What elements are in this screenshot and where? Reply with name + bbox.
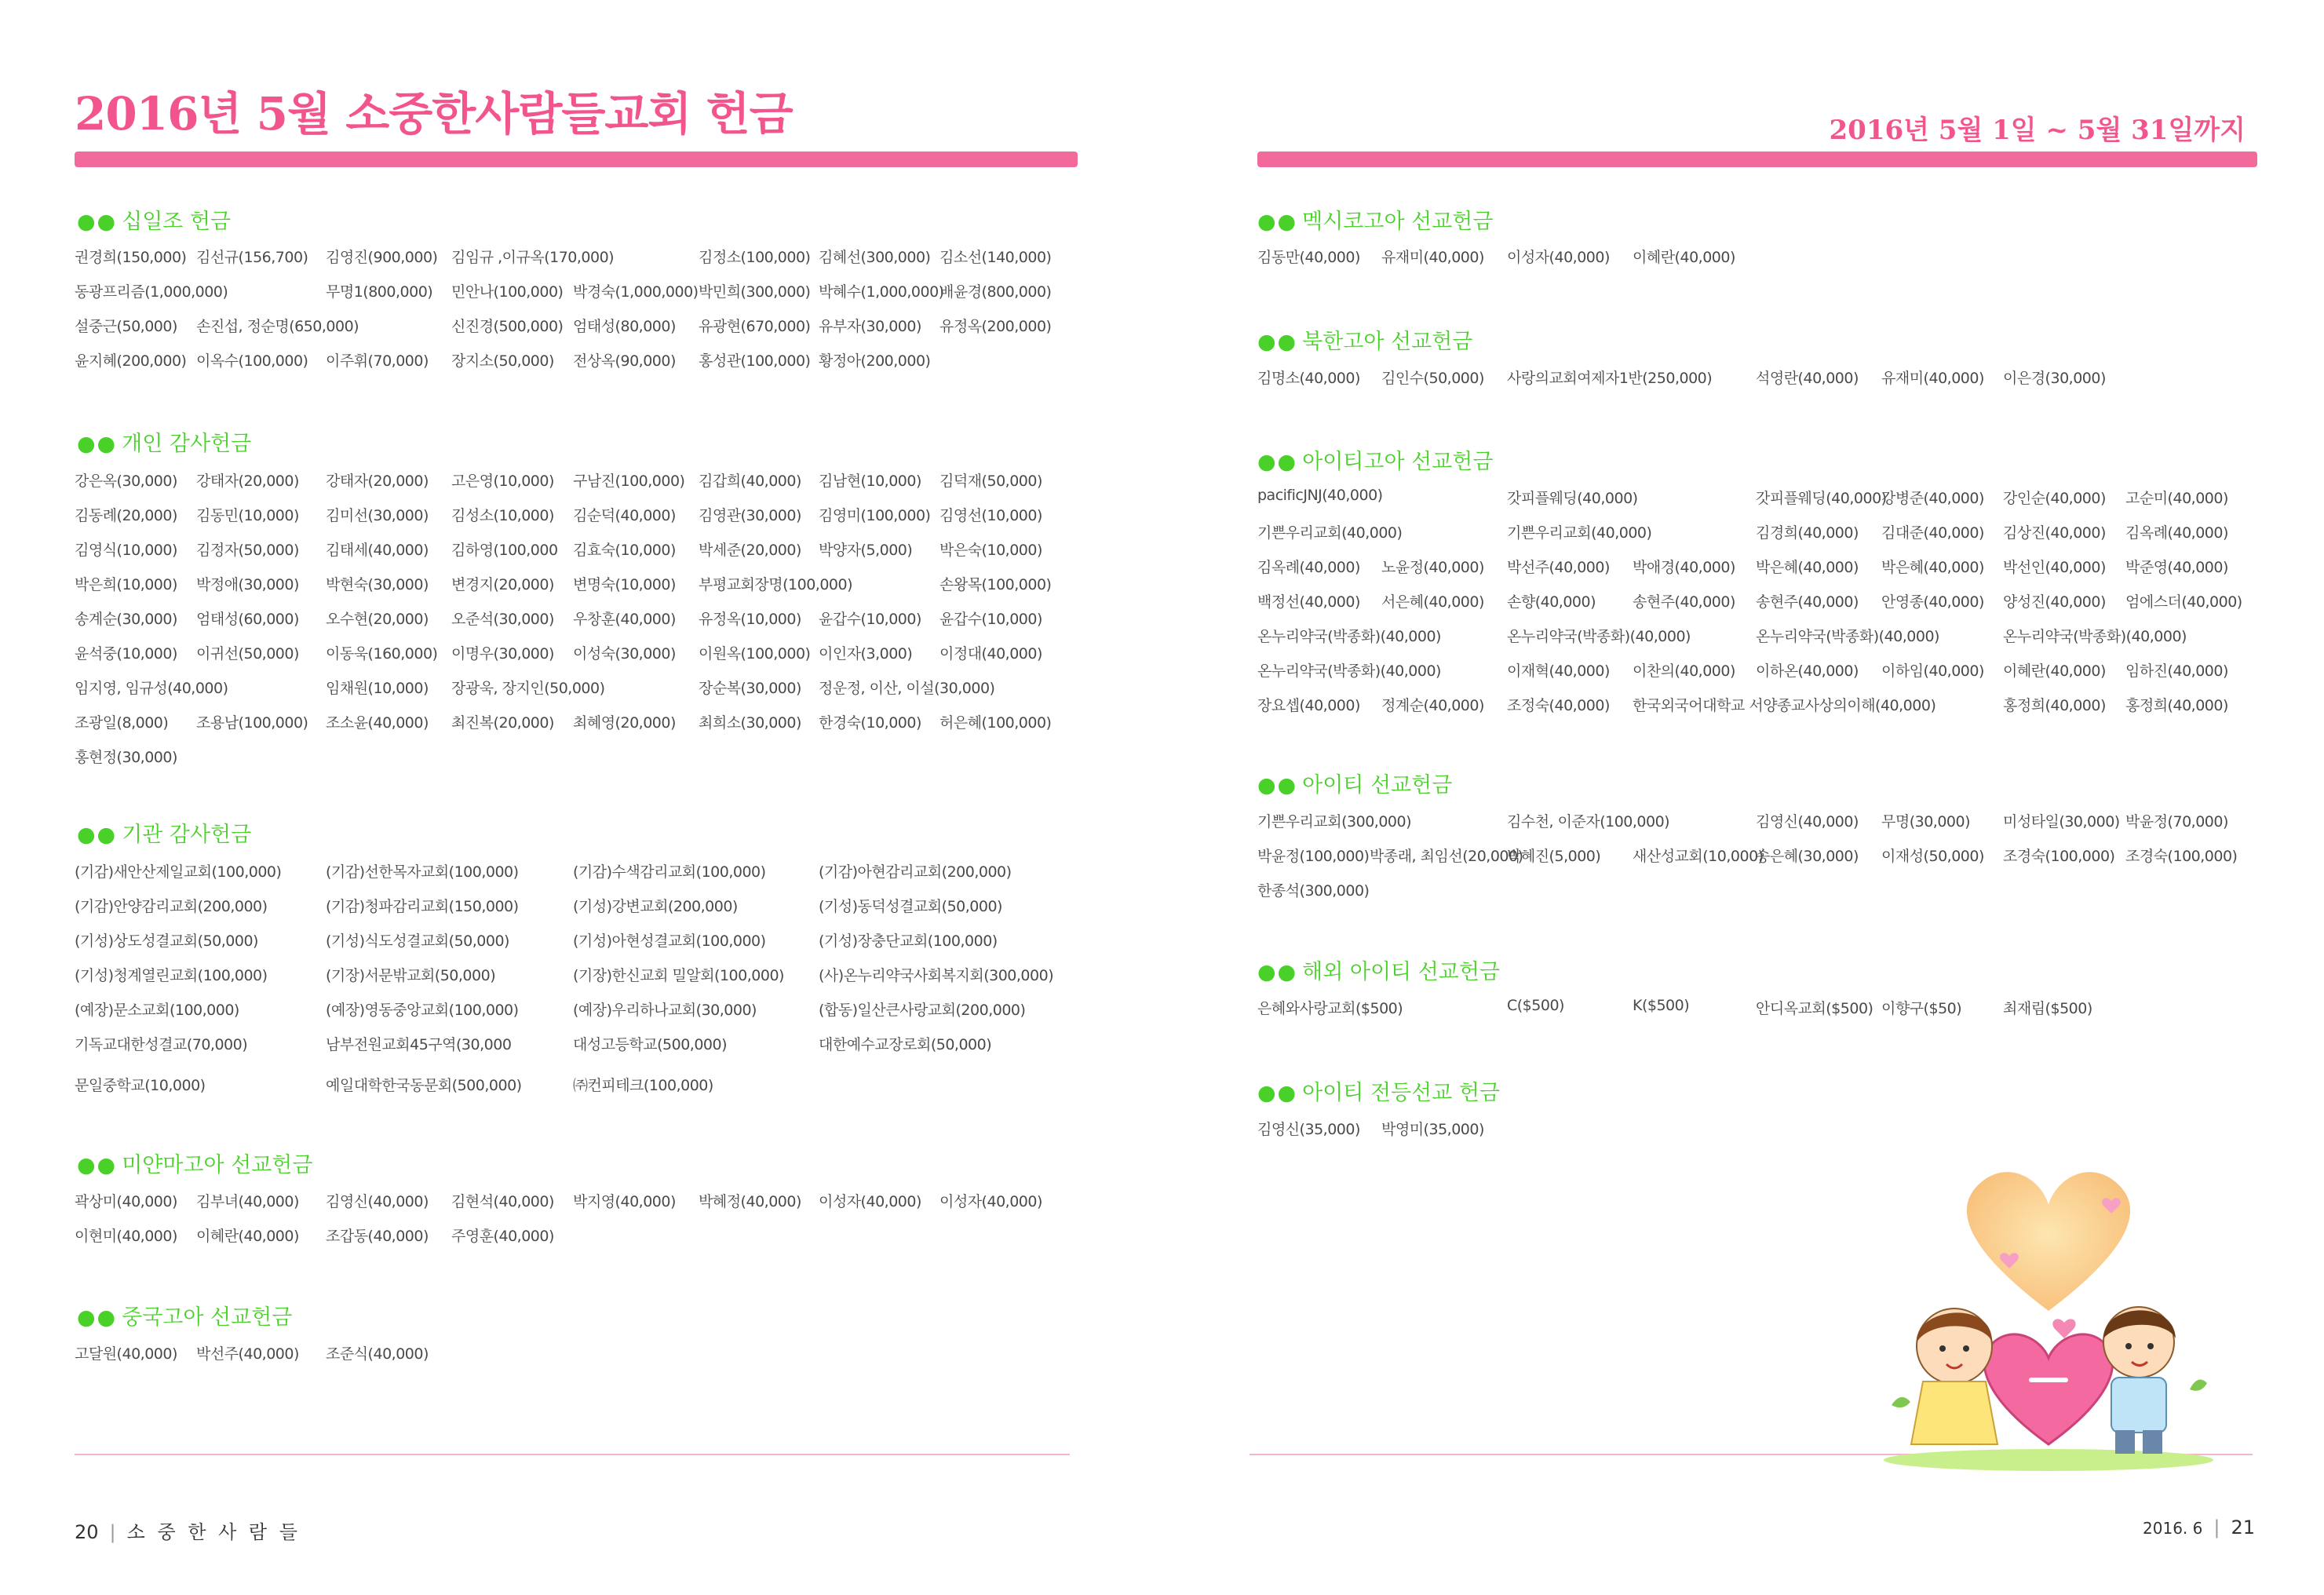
date-range: 2016년 5월 1일 ~ 5월 31일까지 <box>1829 115 2246 146</box>
donor-entry: (기감)아현감리교회(200,000) <box>819 863 1012 881</box>
donor-entry: 김정자(50,000) <box>196 542 299 559</box>
donor-entry: 윤지혜(200,000) <box>75 352 187 370</box>
section-title-haiti: ●● 아이티고아 선교헌금 <box>1257 450 1494 474</box>
donor-entry: 한종석(300,000) <box>1257 882 1370 900</box>
donor-entry: (기감)안양감리교회(200,000) <box>75 898 268 915</box>
donor-entry: K($500) <box>1633 997 1690 1014</box>
donor-entry: 온누리약국(박종화)(40,000) <box>1756 628 1939 645</box>
magazine-name: 소 중 한 사 람 들 <box>126 1521 301 1543</box>
donor-entry: (예장)우리하나교회(30,000) <box>573 1002 757 1019</box>
donor-entry: 박혜정(40,000) <box>699 1193 801 1210</box>
donor-entry: 김영식(10,000) <box>75 542 177 559</box>
donor-entry: 박지영(40,000) <box>573 1193 676 1210</box>
donor-entry: 박은혜(40,000) <box>1756 559 1859 576</box>
donor-entry: 박현숙(30,000) <box>326 576 429 593</box>
donor-entry: (예장)문소교회(100,000) <box>75 1002 239 1019</box>
donor-entry: (기성)식도성결교회(50,000) <box>326 933 509 950</box>
donor-entry: 배윤경(800,000) <box>939 283 1052 301</box>
donor-entry: 장순복(30,000) <box>699 680 801 697</box>
donor-entry: 조갑동(40,000) <box>326 1228 429 1245</box>
donor-entry: 박경숙(1,000,000) <box>573 283 699 301</box>
donor-entry: 부평교회장명(100,000) <box>699 576 853 593</box>
donor-entry: 기쁜우리교회(40,000) <box>1507 524 1652 542</box>
donor-entry: 홍정희(40,000) <box>2003 697 2106 714</box>
donor-entry: ㈜컨피테크(100,000) <box>573 1077 713 1094</box>
left-bottom-rule <box>75 1454 1070 1455</box>
donor-entry: 이은경(30,000) <box>2003 370 2106 387</box>
donor-entry: 이하온(40,000) <box>1756 662 1859 680</box>
donor-entry: 김영선(10,000) <box>939 507 1042 524</box>
donor-entry: 김정소(100,000) <box>699 249 811 266</box>
donor-entry: 김영신(40,000) <box>1756 813 1859 830</box>
right-page-number: 21 <box>2231 1517 2255 1538</box>
section-title-myanmar: ●● 미얀마고아 선교헌금 <box>77 1153 313 1177</box>
donor-entry: 이인자(3,000) <box>819 645 913 662</box>
donor-entry: 조경숙(100,000) <box>2003 848 2115 865</box>
section-title-china: ●● 중국고아 선교헌금 <box>77 1305 293 1330</box>
donor-entry: 권경희(150,000) <box>75 249 187 266</box>
donor-entry: 한국외국어대학교 서양종교사상의이해(40,000) <box>1633 697 1936 714</box>
donor-entry: (기성)강변교회(200,000) <box>573 898 738 915</box>
donor-entry: (기감)청파감리교회(150,000) <box>326 898 519 915</box>
donor-entry: 박은혜(40,000) <box>1881 559 1984 576</box>
donor-entry: 손진섭, 정순명(650,000) <box>196 318 359 335</box>
section-title-mexico: ●● 멕시코고아 선교헌금 <box>1257 210 1494 234</box>
section-title-tithe: ●● 십일조 헌금 <box>77 210 232 234</box>
donor-entry: 김혜선(300,000) <box>819 249 931 266</box>
donor-entry: 박세준(20,000) <box>699 542 801 559</box>
donor-entry: 김경희(40,000) <box>1756 524 1859 542</box>
donor-entry: 장요셉(40,000) <box>1257 697 1360 714</box>
donor-entry: 고은영(10,000) <box>451 473 554 490</box>
donor-entry: 김대준(40,000) <box>1881 524 1984 542</box>
donor-entry: (기장)한신교회 밀알회(100,000) <box>573 967 784 984</box>
donor-entry: 변명숙(10,000) <box>573 576 676 593</box>
donor-entry: 최진복(20,000) <box>451 714 554 732</box>
donor-entry: 설중근(50,000) <box>75 318 177 335</box>
donor-entry: 손향(40,000) <box>1507 593 1596 611</box>
donor-entry: 오수현(20,000) <box>326 611 429 628</box>
donor-entry: 김영신(40,000) <box>326 1193 429 1210</box>
donor-entry: 임채원(10,000) <box>326 680 429 697</box>
donor-entry: 최혜영(20,000) <box>573 714 676 732</box>
donor-entry: (기성)상도성결교회(50,000) <box>75 933 258 950</box>
donor-entry: 기독교대한성결교(70,000) <box>75 1036 248 1053</box>
donor-entry: 김영미(100,000) <box>819 507 931 524</box>
donor-entry: 김상진(40,000) <box>2003 524 2106 542</box>
donor-entry: 이옥수(100,000) <box>196 352 308 370</box>
donor-entry: 이정대(40,000) <box>939 645 1042 662</box>
donor-entry: (기성)청계열린교회(100,000) <box>75 967 268 984</box>
donor-entry: 장광욱, 장지인(50,000) <box>451 680 605 697</box>
donor-entry: 신진경(500,000) <box>451 318 564 335</box>
donor-entry: (기감)선한목자교회(100,000) <box>326 863 519 881</box>
donor-entry: 한경숙(10,000) <box>819 714 921 732</box>
donor-entry: 김남현(10,000) <box>819 473 921 490</box>
donor-entry: 갓피플웨딩(40,000) <box>1507 490 1638 507</box>
donor-entry: 박은숙(10,000) <box>939 542 1042 559</box>
left-page-number: 20 <box>75 1521 99 1543</box>
donor-entry: 이주휘(70,000) <box>326 352 429 370</box>
donor-entry: 임지영, 임규성(40,000) <box>75 680 228 697</box>
donor-entry: 강태자(20,000) <box>326 473 429 490</box>
donor-entry: 주영훈(40,000) <box>451 1228 554 1245</box>
donor-entry: 김선규(156,700) <box>196 249 308 266</box>
donor-entry: 민안나(100,000) <box>451 283 564 301</box>
section-title-nk: ●● 북한고아 선교헌금 <box>1257 330 1473 354</box>
page-title: 2016년 5월 소중한사람들교회 헌금 <box>75 87 793 141</box>
donor-entry: 손왕목(100,000) <box>939 576 1052 593</box>
donor-entry: 박영미(35,000) <box>1381 1121 1484 1138</box>
donor-entry: 김태세(40,000) <box>326 542 429 559</box>
donor-entry: 조준식(40,000) <box>326 1345 429 1363</box>
donor-entry: 엄태성(80,000) <box>573 318 676 335</box>
donor-entry: 이하임(40,000) <box>1881 662 1984 680</box>
donor-entry: 온누리약국(박종화)(40,000) <box>1257 662 1441 680</box>
donor-entry: 박혜수(1,000,000) <box>819 283 944 301</box>
donor-entry: 황정아(200,000) <box>819 352 931 370</box>
section-title-overseas: ●● 해외 아이티 선교헌금 <box>1257 960 1501 984</box>
donor-entry: 김옥례(40,000) <box>2125 524 2228 542</box>
donor-entry: 무명1(800,000) <box>326 283 433 301</box>
donor-entry: 박정애(30,000) <box>196 576 299 593</box>
donor-entry: 박민희(300,000) <box>699 283 811 301</box>
donor-entry: 오준석(30,000) <box>451 611 554 628</box>
donor-entry: 이재혁(40,000) <box>1507 662 1610 680</box>
donor-entry: 박준영(40,000) <box>2125 559 2228 576</box>
donor-entry: 조용남(100,000) <box>196 714 308 732</box>
donor-entry: 박혜진(5,000) <box>1507 848 1601 865</box>
donor-entry: 김현석(40,000) <box>451 1193 554 1210</box>
donor-entry: 이귀선(50,000) <box>196 645 299 662</box>
donor-entry: 홍정희(40,000) <box>2125 697 2228 714</box>
donor-entry: 윤갑수(10,000) <box>939 611 1042 628</box>
donor-entry: 임하진(40,000) <box>2125 662 2228 680</box>
donor-entry: 대한예수교장로회(50,000) <box>819 1036 992 1053</box>
donor-entry: 윤석중(10,000) <box>75 645 177 662</box>
donor-entry: 변경지(20,000) <box>451 576 554 593</box>
donor-entry: 박선주(40,000) <box>1507 559 1610 576</box>
donor-entry: 구남진(100,000) <box>573 473 685 490</box>
donor-entry: (기장)서문밖교회(50,000) <box>326 967 496 984</box>
donor-entry: (기성)장충단교회(100,000) <box>819 933 998 950</box>
donor-entry: 김옥례(40,000) <box>1257 559 1360 576</box>
donor-entry: 강은옥(30,000) <box>75 473 177 490</box>
donor-entry: 고순미(40,000) <box>2125 490 2228 507</box>
donor-entry: 문일중학교(10,000) <box>75 1077 206 1094</box>
donor-entry: 사랑의교회여제자1반(250,000) <box>1507 370 1713 387</box>
donor-entry: 양성진(40,000) <box>2003 593 2106 611</box>
donor-entry: 이동욱(160,000) <box>326 645 438 662</box>
donor-entry: 윤갑수(10,000) <box>819 611 921 628</box>
donor-entry: 최희소(30,000) <box>699 714 801 732</box>
donor-entry: 김덕재(50,000) <box>939 473 1042 490</box>
donor-entry: 정계순(40,000) <box>1381 697 1484 714</box>
donor-entry: 온누리약국(박종화)(40,000) <box>2003 628 2187 645</box>
donor-entry: 김영관(30,000) <box>699 507 801 524</box>
donor-entry: 김동만(40,000) <box>1257 249 1360 266</box>
donor-entry: 김하영(100,000 <box>451 542 558 559</box>
donor-entry: 강인순(40,000) <box>2003 490 2106 507</box>
donor-entry: 전상옥(90,000) <box>573 352 676 370</box>
donor-entry: 김소선(140,000) <box>939 249 1052 266</box>
donor-entry: 김부녀(40,000) <box>196 1193 299 1210</box>
section-title-institution: ●● 기관 감사헌금 <box>77 823 252 847</box>
donor-entry: 박선주(40,000) <box>196 1345 299 1363</box>
donor-entry: 김성소(10,000) <box>451 507 554 524</box>
donor-entry: 김갑희(40,000) <box>699 473 801 490</box>
donor-entry: 기쁜우리교회(300,000) <box>1257 813 1412 830</box>
donor-entry: 유정옥(200,000) <box>939 318 1052 335</box>
donor-entry: 허은혜(100,000) <box>939 714 1052 732</box>
donor-entry: 최재림($500) <box>2003 1000 2092 1017</box>
donor-entry: (합동)일산큰사랑교회(200,000) <box>819 1002 1026 1019</box>
section-title-haiti-mission: ●● 아이티 선교헌금 <box>1257 773 1453 798</box>
donor-entry: 김임규 ,이규옥(170,000) <box>451 249 615 266</box>
donor-entry: 엄에스더(40,000) <box>2125 593 2242 611</box>
donor-entry: 홍성관(100,000) <box>699 352 811 370</box>
donor-entry: 조광일(8,000) <box>75 714 169 732</box>
section-title-evangelism: ●● 아이티 전등선교 헌금 <box>1257 1081 1501 1105</box>
donor-entry: 노윤정(40,000) <box>1381 559 1484 576</box>
donor-entry: 박애경(40,000) <box>1633 559 1735 576</box>
donor-entry: (기감)수색감리교회(100,000) <box>573 863 766 881</box>
donor-entry: 이혜란(40,000) <box>1633 249 1735 266</box>
donor-entry: 박선인(40,000) <box>2003 559 2106 576</box>
donor-entry: pacificJNJ(40,000) <box>1257 487 1383 504</box>
donor-entry: 김순덕(40,000) <box>573 507 676 524</box>
donor-entry: 이성자(40,000) <box>939 1193 1042 1210</box>
donor-entry: 유정옥(10,000) <box>699 611 801 628</box>
donor-entry: 김명소(40,000) <box>1257 370 1360 387</box>
donor-entry: 이혜란(40,000) <box>2003 662 2106 680</box>
donor-entry: 송은혜(30,000) <box>1756 848 1859 865</box>
donor-entry: 이명우(30,000) <box>451 645 554 662</box>
donor-entry: 석영란(40,000) <box>1756 370 1859 387</box>
donor-entry: 유재미(40,000) <box>1381 249 1484 266</box>
donor-entry: 이성숙(30,000) <box>573 645 676 662</box>
donor-entry: 백정선(40,000) <box>1257 593 1360 611</box>
donor-entry: 무명(30,000) <box>1881 813 1971 830</box>
donor-entry: 이원옥(100,000) <box>699 645 811 662</box>
donor-entry: 김동민(10,000) <box>196 507 299 524</box>
left-header-bar <box>75 151 1078 167</box>
left-footer: 20 | 소 중 한 사 람 들 <box>75 1521 301 1543</box>
donor-entry: 이재성(50,000) <box>1881 848 1984 865</box>
donor-entry: 박윤정(100,000) <box>1257 848 1370 865</box>
donor-entry: 조소윤(40,000) <box>326 714 429 732</box>
donor-entry: 미성타일(30,000) <box>2003 813 2120 830</box>
donor-entry: 고달원(40,000) <box>75 1345 177 1363</box>
donor-entry: 갓피플웨딩(40,000) <box>1756 490 1887 507</box>
donor-entry: 김인수(50,000) <box>1381 370 1484 387</box>
donor-entry: 송계순(30,000) <box>75 611 177 628</box>
donor-entry: 대성고등학교(500,000) <box>573 1036 728 1053</box>
donor-entry: 유재미(40,000) <box>1881 370 1984 387</box>
donor-entry: 은혜와사랑교회($500) <box>1257 1000 1403 1017</box>
donor-entry: 곽상미(40,000) <box>75 1193 177 1210</box>
donor-entry: 유광현(670,000) <box>699 318 811 335</box>
donor-entry: 홍현정(30,000) <box>75 749 177 766</box>
donor-entry: 김영진(900,000) <box>326 249 438 266</box>
donor-entry: 정운정, 이산, 이설(30,000) <box>819 680 995 697</box>
donor-entry: 박양자(5,000) <box>819 542 913 559</box>
donor-entry: 송현주(40,000) <box>1633 593 1735 611</box>
donor-entry: 이혜란(40,000) <box>196 1228 299 1245</box>
donor-entry: 온누리약국(박종화)(40,000) <box>1507 628 1691 645</box>
couple-with-heart-illustration <box>1868 1146 2229 1476</box>
issue-date: 2016. 6 <box>2143 1519 2203 1538</box>
donor-entry: 박종래, 최임선(20,000) <box>1370 848 1523 865</box>
donor-entry: 유부자(30,000) <box>819 318 921 335</box>
donor-entry: 조경숙(100,000) <box>2125 848 2238 865</box>
donor-entry: 동광프리즘(1,000,000) <box>75 283 228 301</box>
right-header-bar <box>1257 151 2257 167</box>
donor-entry: 온누리약국(박종화)(40,000) <box>1257 628 1441 645</box>
donor-entry: 이성자(40,000) <box>819 1193 921 1210</box>
donor-entry: 서은혜(40,000) <box>1381 593 1484 611</box>
right-footer: 2016. 6 | 21 <box>2143 1517 2255 1538</box>
donor-entry: 기쁜우리교회(40,000) <box>1257 524 1403 542</box>
donor-entry: 김수천, 이준자(100,000) <box>1507 813 1670 830</box>
donor-entry: 김동례(20,000) <box>75 507 177 524</box>
donor-entry: (기성)아현성결교회(100,000) <box>573 933 766 950</box>
donor-entry: C($500) <box>1507 997 1564 1014</box>
donor-entry: 강태자(20,000) <box>196 473 299 490</box>
donor-entry: 김효숙(10,000) <box>573 542 676 559</box>
donor-entry: 이성자(40,000) <box>1507 249 1610 266</box>
donor-entry: 김영신(35,000) <box>1257 1121 1360 1138</box>
donor-entry: 이찬의(40,000) <box>1633 662 1735 680</box>
donor-entry: 김미선(30,000) <box>326 507 429 524</box>
donor-entry: (기감)새안산제일교회(100,000) <box>75 863 282 881</box>
donor-entry: (기성)동덕성결교회(50,000) <box>819 898 1002 915</box>
donor-entry: 안영종(40,000) <box>1881 593 1984 611</box>
donor-entry: 강병준(40,000) <box>1881 490 1984 507</box>
donor-entry: (사)온누리약국사회복지회(300,000) <box>819 967 1054 984</box>
donor-entry: 예일대학한국동문회(500,000) <box>326 1077 522 1094</box>
donor-entry: 박윤정(70,000) <box>2125 813 2228 830</box>
donor-entry: 박은희(10,000) <box>75 576 177 593</box>
section-title-personal: ●● 개인 감사헌금 <box>77 432 252 456</box>
donor-entry: 송현주(40,000) <box>1756 593 1859 611</box>
donor-entry: 새산성교회(10,000) <box>1633 848 1764 865</box>
donor-entry: 엄태성(60,000) <box>196 611 299 628</box>
donor-entry: 우창훈(40,000) <box>573 611 676 628</box>
donor-entry: 안디옥교회($500) <box>1756 1000 1873 1017</box>
donor-entry: 조정숙(40,000) <box>1507 697 1610 714</box>
donor-entry: (예장)영동중앙교회(100,000) <box>326 1002 519 1019</box>
donor-entry: 장지소(50,000) <box>451 352 554 370</box>
donor-entry: 이현미(40,000) <box>75 1228 177 1245</box>
donor-entry: 남부전원교회45구역(30,000 <box>326 1036 512 1053</box>
donor-entry: 이향구($50) <box>1881 1000 1962 1017</box>
